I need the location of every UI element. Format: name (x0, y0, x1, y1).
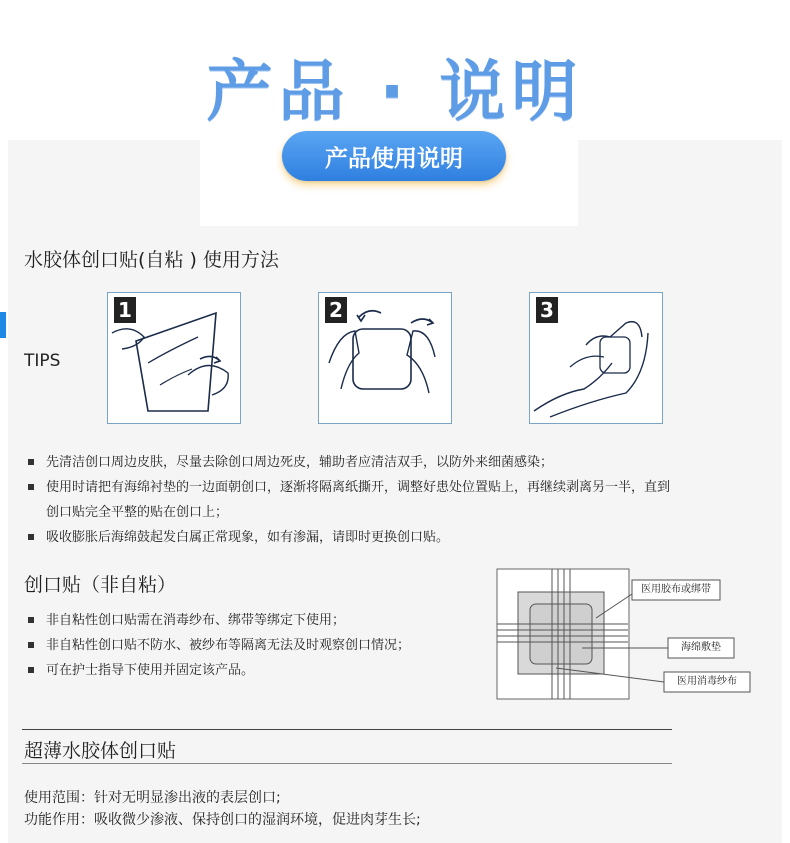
step-number: 1 (114, 297, 136, 323)
step-number: 3 (536, 297, 558, 323)
step-2-illustration (318, 292, 452, 424)
side-accent-bar (0, 312, 6, 338)
list-item: 可在护士指导下使用并固定该产品。 (24, 658, 494, 683)
diagram-label-tape: 医用胶布或绑带 (641, 584, 711, 595)
usage-scope-text: 使用范围：针对无明显渗出液的表层创口; (24, 790, 281, 806)
section-title-ultrathin: 超薄水胶体创口贴 (24, 740, 177, 762)
list-item: 先清洁创口周边皮肤，尽量去除创口周边死皮，辅助者应清洁双手，以防外来细菌感染； (24, 450, 774, 475)
diagram-label-pad: 海绵敷垫 (681, 642, 721, 653)
hero-title: 产品 · 说明 (206, 53, 584, 130)
step-1-illustration (107, 292, 241, 424)
dressing-diagram (496, 568, 756, 700)
section-title-self-adhesive: 水胶体创口贴(自粘 ) 使用方法 (24, 249, 279, 271)
list-item: 吸收膨胀后海绵鼓起发白属正常现象，如有渗漏，请即时更换创口贴。 (24, 525, 774, 550)
instruction-list (24, 450, 774, 550)
list-item: 非自粘性创口贴不防水、被纱布等隔离无法及时观察创口情况； (24, 633, 494, 658)
list-item: 非自粘性创口贴需在消毒纱布、绑带等绑定下使用； (24, 608, 494, 633)
diagram-label-gauze: 医用消毒纱布 (677, 676, 737, 687)
step-3-illustration (529, 292, 663, 424)
section-pill-button: 产品使用说明 (282, 131, 506, 181)
section-divider (22, 763, 672, 764)
step-number: 2 (325, 297, 347, 323)
section-divider (22, 729, 672, 730)
list-item-continuation: 创口贴完全平整的贴在创口上； (46, 505, 229, 520)
section-title-non-adhesive: 创口贴（非自粘） (24, 574, 177, 596)
tips-label: TIPS (24, 351, 61, 371)
function-text: 功能作用：吸收微少渗液、保持创口的湿润环境，促进肉芽生长; (24, 812, 421, 828)
list-item: 使用时请把有海绵衬垫的一边面朝创口，逐渐将隔离纸撕开，调整好患处位置贴上，再继续剥离另一半，直到 (24, 475, 774, 500)
non-adhesive-list (24, 608, 494, 683)
list-item (24, 500, 774, 525)
